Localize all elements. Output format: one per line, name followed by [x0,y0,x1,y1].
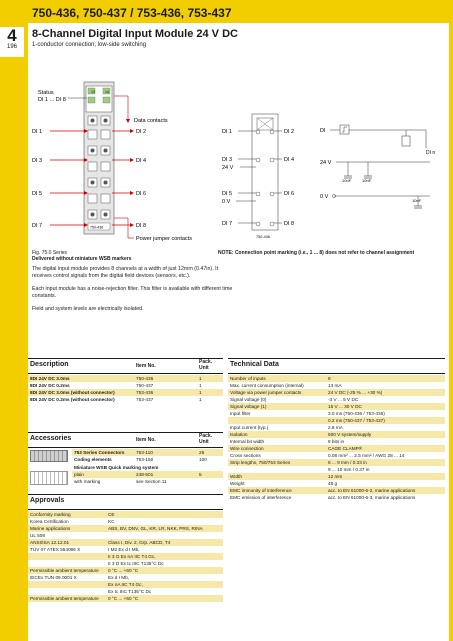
row-value: 8 bits in [328,439,345,444]
row-label: Signal voltage (1) [230,404,267,409]
table-row [228,410,445,417]
row-value: ABS, BV, DNV, GL, KR, LR, NKK, PRS, RINA [108,526,203,531]
row-value: Ex d I Mb, [108,575,130,580]
row-label: Wire connection [230,446,264,451]
row-label: Voltage via power jumper contacts [230,390,302,395]
table-row: with marking see Section 11 [74,479,167,484]
table-row [228,494,445,501]
table-row [228,466,445,473]
page-subtitle: 1-conductor connection; low-side switching [32,42,147,48]
row-label: Marine applications [30,526,71,531]
row-label: Cross sections [230,453,261,458]
row-value: 48 g [328,481,338,486]
table-row [228,424,445,431]
table-row [228,431,445,438]
table-row [228,417,445,424]
row-value: 2.8 mA [328,425,343,430]
schematic-cap-3: 10nF [412,198,422,203]
accessories-title: Accessories [30,435,72,442]
di8-label: DI 8 [136,223,147,229]
di3-label: DI 3 [32,158,43,164]
table-row [228,445,445,452]
diagram-0v: 0 V [222,199,231,205]
led-label: 14 [105,90,109,94]
row-value: CAGE CLAMP® [328,446,363,451]
row-label: Input filter [230,411,251,416]
row-label: EMC emission of interference [230,495,292,500]
diagram-device-label: 750-436 [256,235,270,239]
table-row: Miniature WSB Quick marking system [74,465,159,470]
table-row [28,511,223,518]
page-title: 8-Channel Digital Input Module 24 V DC [32,28,238,40]
led-label: 13 [91,90,95,94]
row-label: Korea Certification [30,519,69,524]
schematic-din: DI n [426,150,436,156]
di5-label: DI 5 [32,191,43,197]
table-row [28,581,223,588]
row-value: 0.2 ms (750-437 / 753-437) [328,418,385,423]
table-row [228,403,445,410]
table-row: 753 Series Connectors 753-110 25 [72,449,223,456]
table-row [228,375,445,382]
row-label: IECEx TUN 09.0001 X [30,575,77,580]
row-value: 15 V ... 30 V DC [328,404,362,409]
right-accent-bar [449,23,453,641]
schematic-24v: 24 V [320,160,332,166]
table-row [228,459,445,466]
table-row [28,518,223,525]
row-value: 9 ... 10 mm / 0.37 in [328,467,370,472]
row-label: Signal voltage (0) [230,397,267,402]
page-number: 196 [6,44,17,50]
row-value: Ex nA IIC T4 Gc, [108,582,143,587]
figure1-caption-2: Delivered without miniature WSB markers [32,256,132,262]
power-jumper-label: Power jumper contacts [136,236,192,242]
diagram-24v: 24 V [222,165,234,171]
row-label: Isolation [230,432,248,437]
status-range: DI 1 ... DI 8 [38,97,66,103]
row-label: Input current (typ.) [230,425,269,430]
table-row: 8DI 24V DC 0.2ms 750-437 1 [30,383,202,388]
di7-label: DI 7 [32,223,43,229]
diagram-di2: DI 2 [284,129,295,135]
chapter-number: 4 [7,26,17,45]
row-value: acc. to EN 61000-6-3, marine applications [328,495,416,500]
status-label: Status [38,90,54,96]
data-contacts-label: Data contacts [134,118,168,124]
row-value: CE [108,512,115,517]
schematic-0v: 0 V [320,194,329,200]
table-row [228,452,445,459]
schematic-cap-2: 10nF [362,178,372,183]
row-value: Class I, Div. 2, Grp. ABCD, T4 [108,540,171,545]
table-row [28,567,223,574]
table-row [228,487,445,494]
approvals-title: Approvals [30,497,65,504]
diagram-di3: DI 3 [222,157,233,163]
table-row [28,574,223,581]
row-value: KC [108,519,115,524]
table-row [28,560,223,567]
row-label: Max. current consumption (internal) [230,383,304,388]
row-value: 0 °C ... +60 °C [108,596,139,601]
row-value: 0.08 mm² ... 2.5 mm² / AWG 28 ... 14 [328,453,405,458]
row-label: Weight [230,481,245,486]
row-label: Conformity marking [30,512,71,517]
row-value: II 3 G Ex nA IIC T4 Gc, [108,554,156,559]
row-value: -3 V ... 5 V DC [328,397,359,402]
row-value: 8 [328,376,331,381]
module-device-label: 750-436 [90,225,104,230]
chapter-tab [0,27,24,57]
table-row [28,532,223,539]
table-row [228,473,445,480]
table-row [28,595,223,602]
row-label: ANSI/ISA 12.12.01 [30,540,70,545]
technical-data-title: Technical Data [230,361,279,368]
row-value: 13 mA [328,383,342,388]
table-row: Coding elements 753-150 100 [74,457,207,462]
row-label: Number of inputs [230,376,266,381]
connection-diagram [218,110,318,240]
di1-label: DI 1 [32,129,43,135]
row-label: TÜV 07 ATEX 554086 X [30,547,81,552]
row-label: EMC immunity of interference [230,488,292,493]
table-row: 8DI 24V DC 3.0ms (without connector) 753-436 1 [28,389,223,396]
filter-paragraph: Each input module has a noise-rejection filter. This filter is available with different time constants. [32,286,233,299]
row-value: Ex tc IIIC T135°C Dc [108,589,152,594]
figure1-caption-1: Fig. 75.0 Series [32,250,68,256]
description-col-item: Item No. [136,363,156,369]
diagram-di5: DI 5 [222,191,233,197]
row-value: I M2 Ex d I Mb, [108,547,140,552]
diagram-di4: DI 4 [284,157,295,163]
module-figure [28,78,218,248]
diagram-di8: DI 8 [284,221,295,227]
description-table [28,358,223,410]
input-schematic [318,118,446,218]
table-row [28,546,223,553]
row-label: UL 508 [30,533,45,538]
model-numbers: 750-436, 750-437 / 753-436, 753-437 [32,6,232,20]
row-value: II 3 D Ex tc IIIC T135°C Dc [108,561,164,566]
table-row [228,382,445,389]
technical-data-table [228,358,445,528]
schematic-cap-1: 10nF [342,178,352,183]
table-row: 8DI 24V DC 0.2ms (without connector) 753-437 1 [30,397,202,402]
row-value: 8 ... 9 mm / 0.33 in [328,460,367,465]
table-row [228,396,445,403]
row-value: 500 V system/supply [328,432,372,437]
table-row [28,539,223,546]
row-label: Width [230,474,242,479]
table-row [228,480,445,487]
diagram-di7: DI 7 [222,221,233,227]
accessories-table [28,432,223,492]
accessories-col-item: Item No. [136,437,156,443]
di4-label: DI 4 [136,158,147,164]
row-label: Strip lengths, 750/753 Series [230,460,291,465]
di2-label: DI 2 [136,129,147,135]
table-row [228,438,445,445]
accessories-col-pack: Pack. Unit [199,433,213,445]
diagram-di6: DI 6 [284,191,295,197]
row-label: Permissible ambient temperature [30,568,99,573]
row-value: acc. to EN 61000-6-2, marine applications [328,488,416,493]
table-row: 8DI 24V DC 3.0ms 750-436 1 [28,375,223,382]
di6-label: DI 6 [136,191,147,197]
row-label: Permissible ambient temperature [30,596,99,601]
schematic-di: DI [320,128,326,134]
description-title: Description [30,361,69,368]
connection-note: NOTE: Connection point marking (i.e., 1 ... 8) does not refer to channel assignment [218,250,415,256]
row-value: 12 mm [328,474,343,479]
table-row [28,588,223,595]
left-accent-strip [0,0,28,641]
table-row: plain 248-501 5 [72,471,223,478]
row-value: 24 V DC (-25 % ... +30 %) [328,390,383,395]
row-value: 3.0 ms (750-436 / 753-436) [328,411,385,416]
diagram-di1: DI 1 [222,129,233,135]
table-row [28,553,223,560]
table-row [28,525,223,532]
isolation-paragraph: Field and system levels are electrically isolated. [32,306,144,312]
row-label: Internal bit width [230,439,265,444]
intro-paragraph: The digital input module provides 8 channels at a width of just 12mm (0.47in). It receives control signals from the digital field devices (sensors, etc.). [32,266,219,279]
description-col-pack: Pack. Unit [199,359,213,371]
row-value: 0 °C ... +60 °C [108,568,139,573]
approvals-table [28,494,223,614]
table-row [228,389,445,396]
wsb-marker-image [30,471,68,485]
connector-image [30,450,68,462]
